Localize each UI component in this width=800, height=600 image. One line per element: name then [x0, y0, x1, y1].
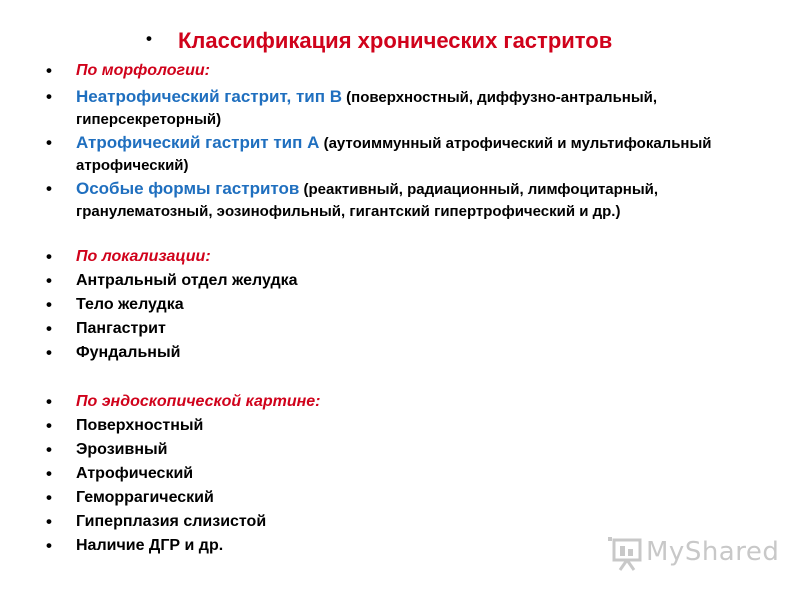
morphology-item-detail: (аутоиммунный атрофический и мультифокальный атрофический)	[76, 135, 712, 174]
endoscopy-item-label: Эрозивный	[76, 441, 168, 458]
endoscopy-item-label: Поверхностный	[76, 417, 204, 434]
slide-title: Классификация хронических гастритов	[178, 28, 613, 53]
bullet: •	[46, 271, 52, 290]
bullet: •	[46, 512, 52, 531]
bullet: •	[46, 464, 52, 483]
bullet: •	[46, 440, 52, 459]
watermark-logo	[606, 533, 780, 575]
presentation-board-icon	[606, 537, 644, 571]
morphology-item-text	[76, 178, 776, 222]
morphology-item-term: Неатрофический гастрит, тип В	[76, 87, 342, 106]
morphology-item-text	[76, 86, 776, 130]
bullet: •	[46, 536, 52, 555]
endoscopy-item-label: Гиперплазия слизистой	[76, 513, 267, 530]
morphology-item-text	[76, 132, 776, 176]
localization-item-label: Тело желудка	[76, 296, 184, 313]
bullet: •	[46, 416, 52, 435]
bullet: •	[46, 343, 52, 362]
endoscopy-item-label: Наличие ДГР и др.	[76, 537, 224, 554]
morphology-item-term: Атрофический гастрит тип А	[76, 133, 320, 152]
endoscopy-item-label: Геморрагический	[76, 489, 214, 506]
endoscopy-item-label: Атрофический	[76, 465, 194, 482]
bullet: •	[46, 319, 52, 338]
bullet: •	[46, 61, 52, 80]
localization-item-label: Фундальный	[76, 344, 181, 361]
localization-item-label: Пангастрит	[76, 320, 166, 337]
bullet: •	[46, 295, 52, 314]
morphology-heading: По морфологии:	[76, 62, 210, 79]
bullet: •	[46, 392, 52, 411]
bullet: •	[46, 247, 52, 266]
localization-item-label: Антральный отдел желудка	[76, 272, 298, 289]
bullet: •	[46, 87, 52, 106]
bullet: •	[46, 488, 52, 507]
morphology-item-detail: (поверхностный, диффузно-антральный, гиперсекреторный)	[76, 89, 658, 128]
localization-heading: По локализации:	[76, 248, 211, 265]
morphology-item-detail: (реактивный, радиационный, лимфоцитарный, гранулематозный, эозинофильный, гигантский гипертрофический и др.)	[76, 181, 659, 220]
morphology-item-term: Особые формы гастритов	[76, 179, 300, 198]
watermark-text: MyShared	[646, 537, 780, 567]
bullet: •	[46, 133, 52, 152]
bullet: •	[46, 179, 52, 198]
endoscopy-heading: По эндоскопической картине:	[76, 393, 321, 410]
bullet: •	[146, 29, 152, 48]
